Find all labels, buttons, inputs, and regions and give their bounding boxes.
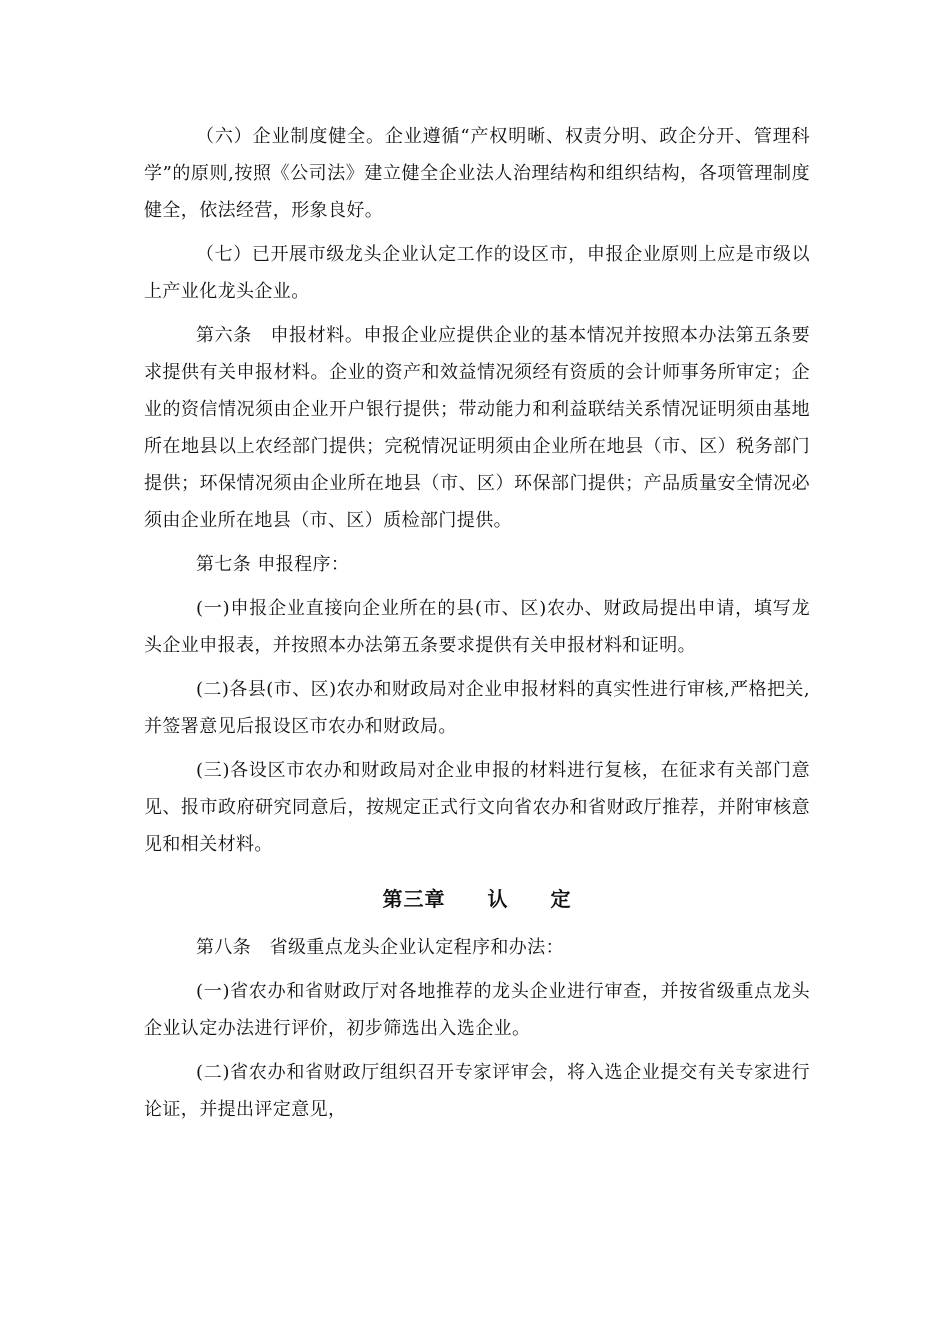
chapter-heading: 第三章 认 定 bbox=[382, 887, 572, 911]
paragraph-procedure-step-1: (一)申报企业直接向企业所在的县(市、区)农办、财政局提出申请，填写龙头企业申报表，并按照本办法第五条要求提供有关申报材料和证明。 bbox=[144, 598, 810, 656]
paragraph-item-7-municipal-enterprise: （七）已开展市级龙头企业认定工作的设区市，申报企业原则上应是市级以上产业化龙头企业。 bbox=[144, 244, 810, 302]
paragraph-item-6-sound-system: （六）企业制度健全。企业遵循“产权明晰、权责分明、政企分开、管理科学”的原则,按照《公司法》建立健全企业法人治理结构和组织结构，各项管理制度健全，依法经营，形象良好。 bbox=[144, 126, 810, 221]
paragraph-article-8-certification: 第八条 省级重点龙头企业认定程序和办法： bbox=[196, 937, 564, 958]
paragraph-certification-step-2: (二)省农办和省财政厅组织召开专家评审会，将入选企业提交有关专家进行论证，并提出评定意见， bbox=[144, 1062, 810, 1120]
paragraph-procedure-step-3: (三)各设区市农办和财政局对企业申报的材料进行复核，在征求有关部门意见、报市政府研究同意后，按规定正式行文向省农办和省财政厅推荐，并附审核意见和相关材料。 bbox=[144, 760, 810, 855]
paragraph-article-6-materials: 第六条 申报材料。申报企业应提供企业的基本情况并按照本办法第五条要求提供有关申报材料。企业的资产和效益情况须经有资质的会计师事务所审定；企业的资信情况须由企业开户银行提供；带动能力和利益联结关系情况证明须由基地所在地县以上农经部门提供；完税情况证明须由企业所在地县（市、区）税务部门提供；环保情况须由企业所在地县（市、区）环保部门提供；产品质量安全情况必须由企业所在地县（市、区）质检部门提供。 bbox=[144, 325, 810, 531]
paragraph-article-7-procedure: 第七条 申报程序： bbox=[196, 554, 350, 575]
paragraph-certification-step-1: (一)省农办和省财政厅对各地推荐的龙头企业进行审查，并按省级重点龙头企业认定办法进行评价，初步筛选出入选企业。 bbox=[144, 981, 810, 1039]
paragraph-procedure-step-2: (二)各县(市、区)农办和财政局对企业申报材料的真实性进行审核,严格把关,并签署意见后报设区市农办和财政局。 bbox=[144, 679, 810, 737]
document-page bbox=[144, 118, 810, 1135]
